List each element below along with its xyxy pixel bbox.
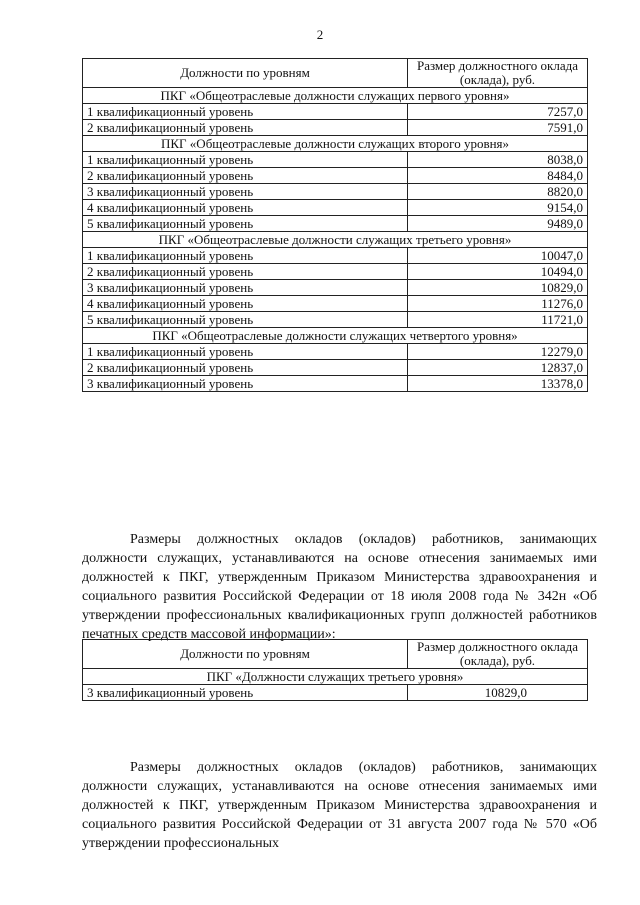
page-number: 2 <box>316 27 324 42</box>
group-title: ПКГ «Общеотраслевые должности служащих третьего уровня» <box>83 232 588 248</box>
salary-value: 10829,0 <box>408 280 588 296</box>
column-header-positions: Должности по уровням <box>83 640 408 669</box>
qualification-level: 1 квалификационный уровень <box>83 104 408 120</box>
body-paragraph: Размеры должностных окладов (окладов) работников, занимающих должности служащих, устанавливаются на основе отнесения занимаемых ими должностей к ПКГ, утвержденным Приказом Министерства здравоохранения и социального развития Российской Федерации от 18 июля 2008 года № 342н «Об утверждении профессиональных квалификационных групп должностей работников печатных средств массовой информации»: <box>82 532 597 642</box>
table-row <box>83 104 588 120</box>
qualification-level: 5 квалификационный уровень <box>83 216 408 232</box>
salary-value: 11276,0 <box>408 296 588 312</box>
salary-value: 13378,0 <box>408 376 588 392</box>
qualification-level: 1 квалификационный уровень <box>83 344 408 360</box>
column-header-salary: Размер должностного оклада (оклада), руб. <box>408 59 588 88</box>
table-row <box>83 264 588 280</box>
salary-value: 12837,0 <box>408 360 588 376</box>
table-row <box>83 376 588 392</box>
table-row <box>83 312 588 328</box>
table-row <box>83 248 588 264</box>
table-row <box>83 120 588 136</box>
table-row <box>83 360 588 376</box>
table-body <box>83 88 588 392</box>
body-paragraph: Размеры должностных окладов (окладов) работников, занимающих должности служащих, устанавливаются на основе отнесения занимаемых ими должностей к ПКГ, утвержденным Приказом Министерства здравоохранения и социального развития Российской Федерации от 31 августа 2007 года № 570 «Об утверждении профессиональных <box>82 760 597 851</box>
table-header-row <box>83 640 588 669</box>
salary-table-press-positions <box>82 639 588 701</box>
table-body <box>83 669 588 701</box>
salary-value: 10494,0 <box>408 264 588 280</box>
qualification-level: 2 квалификационный уровень <box>83 360 408 376</box>
salary-table-general-positions <box>82 58 588 392</box>
qualification-level: 4 квалификационный уровень <box>83 296 408 312</box>
qualification-level: 2 квалификационный уровень <box>83 120 408 136</box>
table-row <box>83 685 588 701</box>
group-row <box>83 88 588 104</box>
salary-value: 8820,0 <box>408 184 588 200</box>
table-row <box>83 280 588 296</box>
salary-value: 8038,0 <box>408 152 588 168</box>
qualification-level: 2 квалификационный уровень <box>83 264 408 280</box>
table-row <box>83 296 588 312</box>
salary-value: 9489,0 <box>408 216 588 232</box>
column-header-positions: Должности по уровням <box>83 59 408 88</box>
group-title: ПКГ «Общеотраслевые должности служащих четвертого уровня» <box>83 328 588 344</box>
salary-value: 7257,0 <box>408 104 588 120</box>
salary-value: 12279,0 <box>408 344 588 360</box>
table-row <box>83 216 588 232</box>
group-title: ПКГ «Общеотраслевые должности служащих первого уровня» <box>83 88 588 104</box>
group-row <box>83 136 588 152</box>
salary-value: 10047,0 <box>408 248 588 264</box>
group-title: ПКГ «Общеотраслевые должности служащих второго уровня» <box>83 136 588 152</box>
table-header-row <box>83 59 588 88</box>
salary-value: 7591,0 <box>408 120 588 136</box>
qualification-level: 3 квалификационный уровень <box>83 685 408 701</box>
table-row <box>83 344 588 360</box>
qualification-level: 3 квалификационный уровень <box>83 376 408 392</box>
qualification-level: 4 квалификационный уровень <box>83 200 408 216</box>
table-row <box>83 152 588 168</box>
table-row <box>83 184 588 200</box>
qualification-level: 3 квалификационный уровень <box>83 280 408 296</box>
group-row <box>83 232 588 248</box>
group-row <box>83 328 588 344</box>
qualification-level: 1 квалификационный уровень <box>83 152 408 168</box>
salary-value: 8484,0 <box>408 168 588 184</box>
table-row <box>83 168 588 184</box>
qualification-level: 3 квалификационный уровень <box>83 184 408 200</box>
salary-value: 9154,0 <box>408 200 588 216</box>
group-title: ПКГ «Должности служащих третьего уровня» <box>83 669 588 685</box>
qualification-level: 1 квалификационный уровень <box>83 248 408 264</box>
qualification-level: 5 квалификационный уровень <box>83 312 408 328</box>
column-header-salary: Размер должностного оклада (оклада), руб. <box>408 640 588 669</box>
qualification-level: 2 квалификационный уровень <box>83 168 408 184</box>
salary-value: 11721,0 <box>408 312 588 328</box>
salary-value: 10829,0 <box>408 685 588 701</box>
group-row <box>83 669 588 685</box>
table-row <box>83 200 588 216</box>
